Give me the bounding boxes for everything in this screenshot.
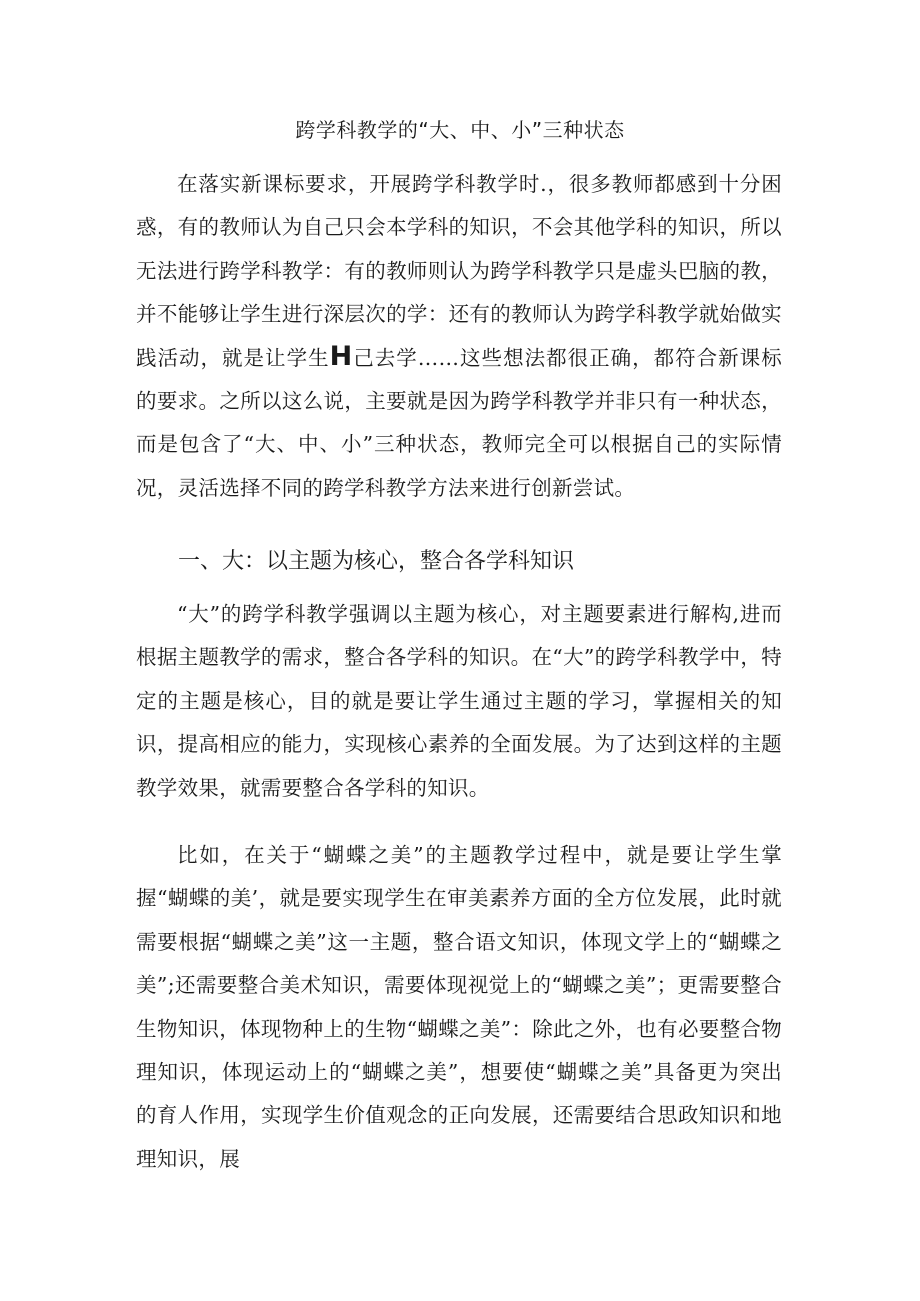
intro-paragraph (136, 163, 782, 510)
document-title: 跨学科教学的“大、中、小”三种状态 (295, 118, 625, 142)
section-paragraph-2: 比如，在关于“蝴蝶之美”的主题教学过程中，就是要让学生掌握“蝴蝶的美’，就是要实现学生在审美素养方面的全方位发展，此时就需要根据“蝴蝶之美”这一主题，整合语文知识，体现文学上的“蝴蝶之美”;还需要整合美术知识，需要体现视觉上的“蝴蝶之美”；更需要整合生物知识，体现物种上的生物“蝴蝶之美”：除此之外，也有必要整合物理知识，体现运动上的“蝴蝶之美”，想要使“蝴蝶之美”具备更为突出的育人作用，实现学生价值观念的正向发展，还需要结合思政知识和地理知识，展 (136, 843, 782, 1171)
intro-text-part2: 己去学……这些想法都很正确，都符合新课标的要求。之所以这么说，主要就是因为跨学科教学并非只有一种状态，而是包含了“大、中、小”三种状态，教师完全可以根据自己的实际情况，灵活选择不同的跨学科教学方法来进行创新尝试。 (136, 345, 782, 500)
section-heading: 一、大：以主题为核心，整合各学科知识 (178, 549, 575, 574)
intro-text-part1: 在落实新课标要求，开展跨学科教学时.，很多教师都感到十分困惑，有的教师认为自己只会本学科的知识，不会其他学科的知识，所以无法进行跨学科教学：有的教师则认为跨学科教学只是虚头巴脑的教，并不能够让学生进行深层次的学：还有的教师认为跨学科教学就始做实践活动，就是让学生 (136, 172, 782, 370)
intro-big-letter: H (329, 340, 353, 372)
section-paragraph-1: “大”的跨学科教学强调以主题为核心，对主题要素进行解构,进而根据主题教学的需求，整合各学科的知识。在“大”的跨学科教学中，特定的主题是核心，目的就是要让学生通过主题的学习，掌握相关的知识，提高相应的能力，实现核心素养的全面发展。为了达到这样的主题教学效果，就需要整合各学科的知识。 (136, 602, 782, 800)
